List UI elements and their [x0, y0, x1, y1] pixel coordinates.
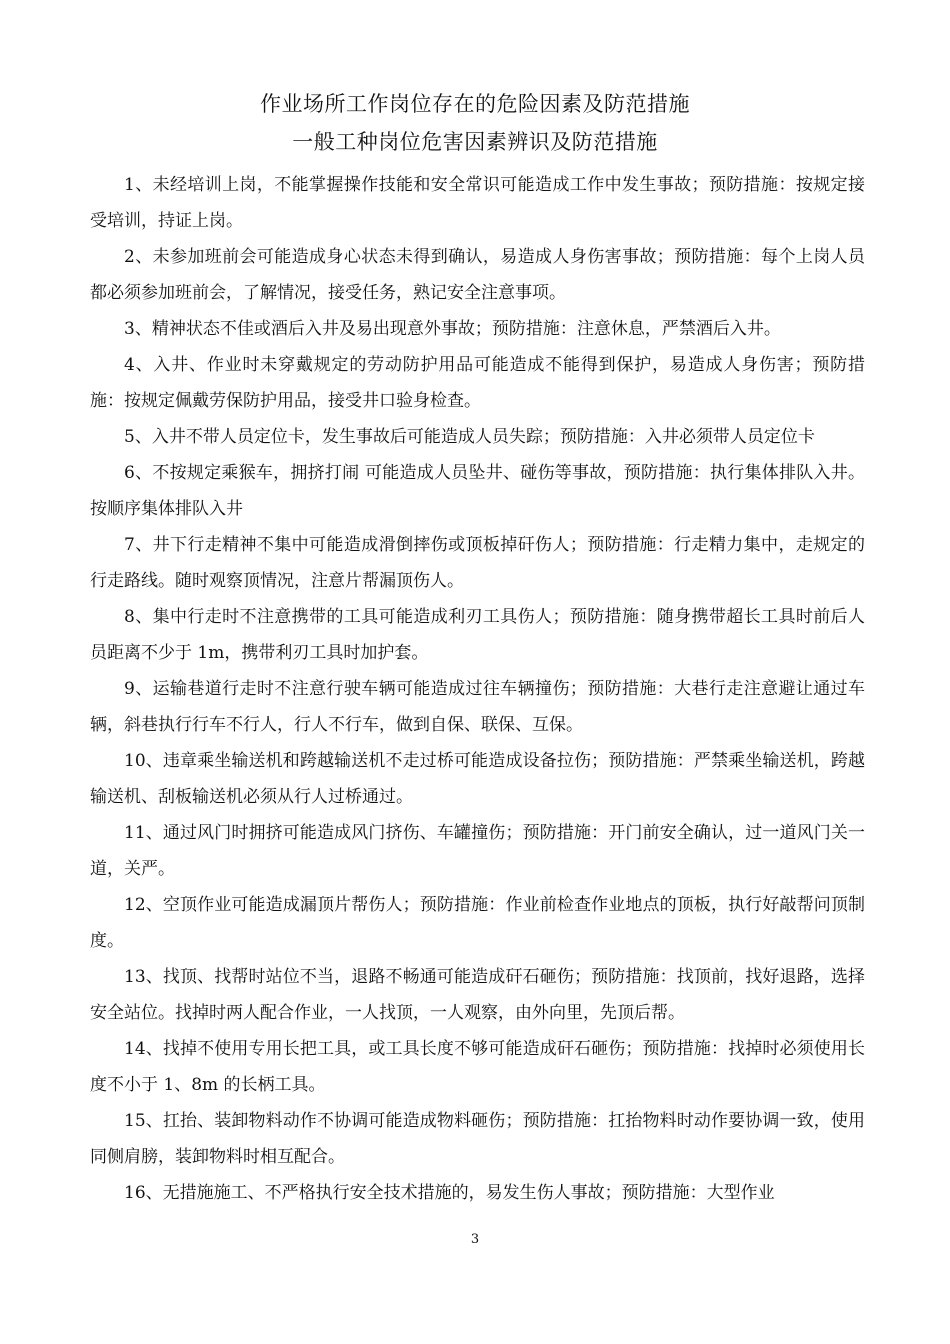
hazard-item-13: 13、找顶、找帮时站位不当，退路不畅通可能造成矸石砸伤；预防措施：找顶前，找好退路，选择安全站位。找掉时两人配合作业，一人找顶，一人观察，由外向里，先顶后帮。	[90, 967, 865, 1023]
hazard-item-3: 3、精神状态不佳或酒后入井及易出现意外事故；预防措施：注意休息，严禁酒后入井。	[124, 319, 781, 339]
hazard-item-11: 11、通过风门时拥挤可能造成风门挤伤、车罐撞伤；预防措施：开门前安全确认，过一道风门关一道，关严。	[90, 823, 865, 879]
hazard-item-2: 2、未参加班前会可能造成身心状态未得到确认，易造成人身伤害事故；预防措施：每个上岗人员都必须参加班前会，了解情况，接受任务，熟记安全注意事项。	[90, 247, 865, 303]
hazard-item-16: 16、无措施施工、不严格执行安全技术措施的，易发生伤人事故；预防措施：大型作业	[124, 1183, 775, 1203]
page-number: 3	[470, 1232, 480, 1247]
hazard-item-4: 4、入井、作业时未穿戴规定的劳动防护用品可能造成不能得到保护，易造成人身伤害；预防措施：按规定佩戴劳保防护用品，接受井口验身检查。	[90, 355, 865, 411]
hazard-item-9: 9、运输巷道行走时不注意行驶车辆可能造成过往车辆撞伤；预防措施：大巷行走注意避让通过车辆，斜巷执行行车不行人，行人不行车，做到自保、联保、互保。	[90, 679, 865, 735]
document-title: 作业场所工作岗位存在的危险因素及防范措施	[260, 92, 690, 116]
hazard-item-5: 5、入井不带人员定位卡，发生事故后可能造成人员失踪；预防措施：入井必须带人员定位卡	[124, 427, 815, 447]
hazard-item-12: 12、空顶作业可能造成漏顶片帮伤人；预防措施：作业前检查作业地点的顶板，执行好敲帮问顶制度。	[90, 895, 865, 951]
hazard-item-1: 1、未经培训上岗，不能掌握操作技能和安全常识可能造成工作中发生事故；预防措施：按规定接受培训，持证上岗。	[90, 175, 865, 231]
hazard-item-15: 15、扛抬、装卸物料动作不协调可能造成物料砸伤；预防措施：扛抬物料时动作要协调一致，使用同侧肩膀，装卸物料时相互配合。	[90, 1111, 865, 1167]
hazard-item-8: 8、集中行走时不注意携带的工具可能造成利刃工具伤人；预防措施：随身携带超长工具时前后人员距离不少于 1m，携带利刃工具时加护套。	[90, 607, 865, 663]
hazard-list	[90, 167, 865, 1211]
document-subtitle: 一般工种岗位危害因素辨识及防范措施	[292, 130, 658, 154]
hazard-item-7: 7、井下行走精神不集中可能造成滑倒摔伤或顶板掉矸伤人；预防措施：行走精力集中，走规定的行走路线。随时观察顶情况，注意片帮漏顶伤人。	[90, 535, 865, 591]
hazard-item-14: 14、找掉不使用专用长把工具，或工具长度不够可能造成矸石砸伤；预防措施：找掉时必须使用长度不小于 1、8m 的长柄工具。	[90, 1039, 865, 1095]
hazard-item-6: 6、不按规定乘猴车，拥挤打闹 可能造成人员坠井、碰伤等事故，预防措施：执行集体排队入井。按顺序集体排队入井	[90, 463, 865, 519]
hazard-item-10: 10、违章乘坐输送机和跨越输送机不走过桥可能造成设备拉伤；预防措施：严禁乘坐输送机，跨越输送机、刮板输送机必须从行人过桥通过。	[90, 751, 865, 807]
